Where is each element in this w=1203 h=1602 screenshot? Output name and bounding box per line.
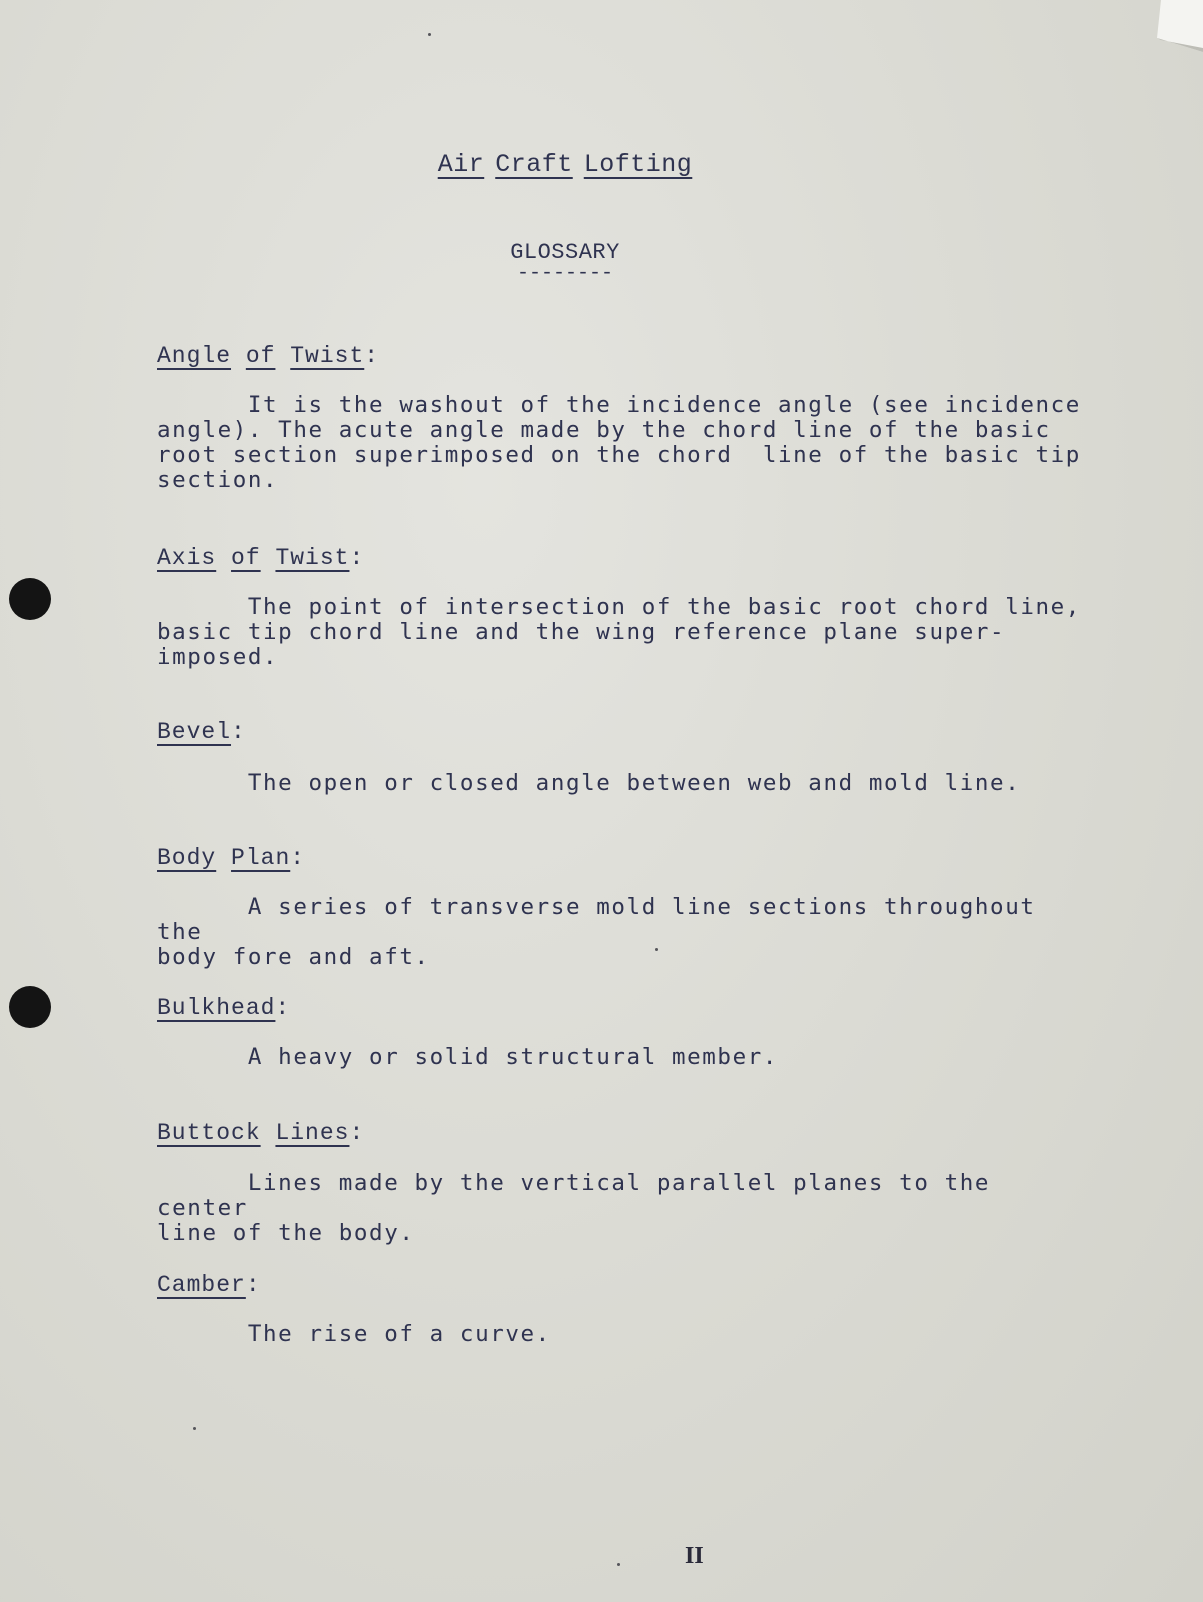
term-word: Twist [290,343,365,369]
glossary-definition-angle-of-twist: It is the washout of the incidence angle (see incidence angle). The acute angle made by the chord line of the basic root section superimposed on the chord line of the basic tip section. [157,392,1081,493]
term-word: Body [157,845,217,871]
term-colon: : [349,1120,365,1146]
term-colon: : [364,343,380,369]
title-word: Craft [495,150,573,179]
paper-speck [428,33,431,36]
document-title [0,150,1130,179]
term-word: of [245,343,276,369]
title-word: Air [437,150,485,179]
term-word: of [231,545,261,571]
term-colon: : [290,845,306,871]
term-word: Plan [231,845,291,871]
term-word: Camber [157,1272,246,1298]
term-word: Bulkhead [157,995,276,1021]
term-word: Axis [157,545,217,571]
glossary-definition-buttock-lines: Lines made by the vertical parallel planes to the center line of the body. [157,1170,991,1246]
glossary-definition-bevel: The open or closed angle between web and mold line. [157,770,1021,796]
term-word: Twist [275,545,350,571]
binder-hole-top [9,578,51,620]
binder-hole-bottom [9,986,51,1028]
paper-speck [193,1427,196,1430]
term-colon: : [275,995,291,1021]
glossary-definition-axis-of-twist: The point of intersection of the basic root chord line, basic tip chord line and the wing reference plane super- imposed. [157,594,1081,670]
term-word: Bevel [157,719,232,745]
glossary-term-camber [157,1272,261,1298]
glossary-term-bevel [157,719,246,745]
glossary-term-angle-of-twist [157,343,379,369]
term-word: Lines [275,1120,350,1146]
folded-corner [1143,0,1203,52]
glossary-term-body-plan [157,845,305,871]
glossary-heading [0,240,1130,285]
glossary-heading-rule: -------- [516,262,613,285]
glossary-definition-bulkhead: A heavy or solid structural member. [157,1044,779,1070]
glossary-definition-body-plan: A series of transverse mold line sections throughout the body fore and aft. [157,894,1036,970]
paper-speck [617,1563,620,1566]
title-word: Lofting [583,150,693,179]
term-word: Angle [157,343,232,369]
glossary-term-bulkhead [157,995,290,1021]
term-colon: : [349,545,365,571]
term-colon: : [231,719,246,745]
page-number: II [685,1543,704,1569]
term-word: Buttock [157,1120,261,1146]
glossary-definition-camber: The rise of a curve. [157,1321,551,1347]
glossary-heading-text: GLOSSARY [510,240,620,265]
term-colon: : [245,1272,261,1298]
glossary-term-axis-of-twist [157,545,364,571]
glossary-term-buttock-lines [157,1120,364,1146]
